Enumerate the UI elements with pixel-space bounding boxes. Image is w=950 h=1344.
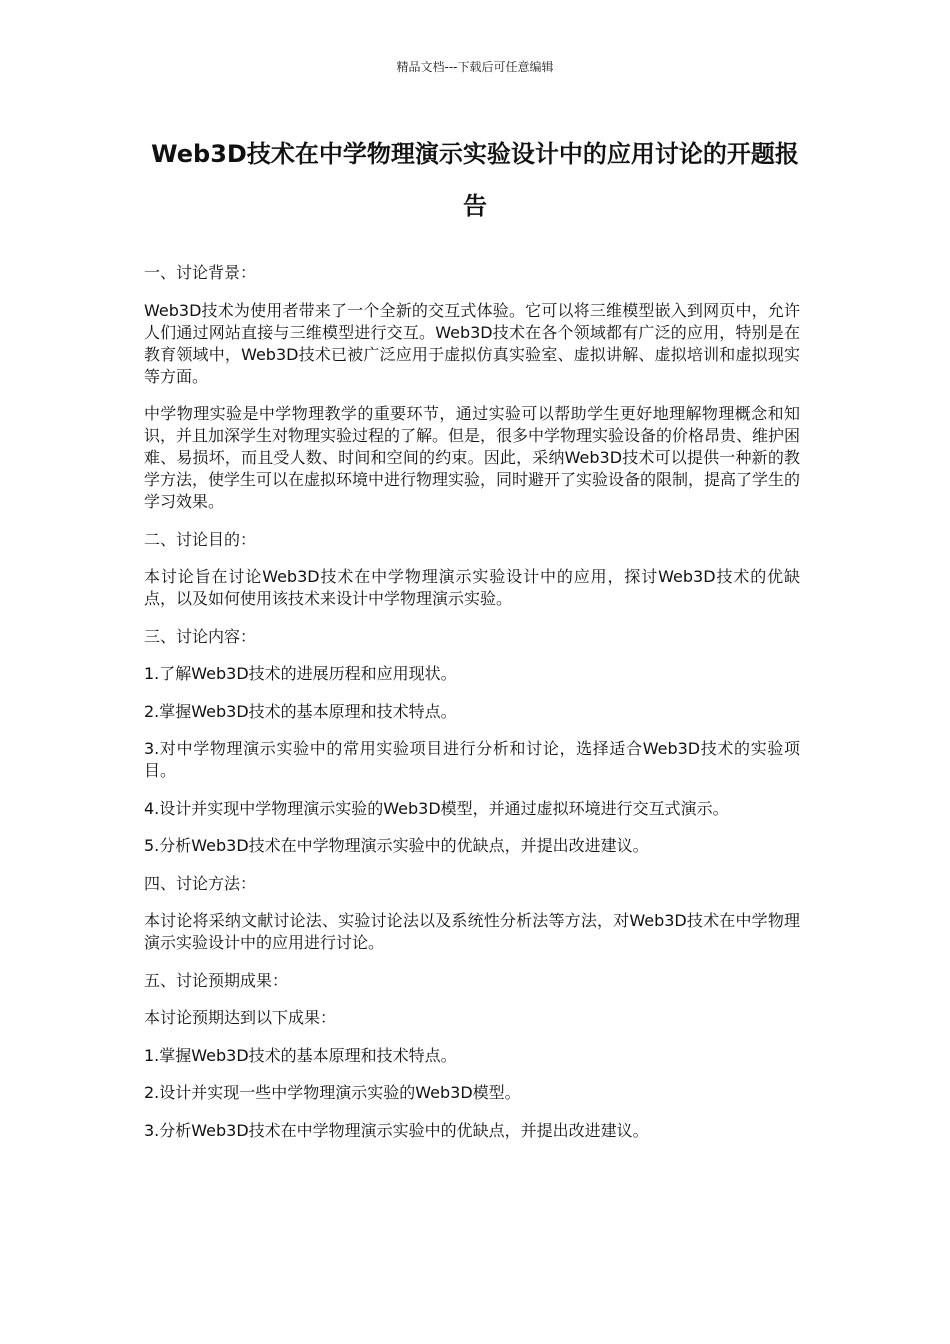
list-item: 1.了解Web3D技术的进展历程和应用现状。 (144, 664, 457, 683)
list-item: 3.对中学物理演示实验中的常用实验项目进行分析和讨论，选择适合Web3D技术的实验项目。 (144, 739, 800, 780)
list-item: 1.掌握Web3D技术的基本原理和技术特点。 (144, 1045, 457, 1065)
document-body (144, 262, 800, 1157)
paragraph: 本讨论预期达到以下成果： (144, 1008, 337, 1027)
section-heading-content: 三、讨论内容： (144, 626, 257, 646)
paragraph: Web3D技术为使用者带来了一个全新的交互式体验。它可以将三维模型嵌入到网页中，允许人们通过网站直接与三维模型进行交互。Web3D技术在各个领域都有广泛的应用，特别是在教育领域中，Web3D技术已被广泛应用于虚拟仿真实验室、虚拟讲解、虚拟培训和虚拟现实等方面。 (144, 300, 800, 386)
document-title: Web3D技术在中学物理演示实验设计中的应用讨论的开题报告 (151, 140, 799, 220)
section-heading-outcomes: 五、讨论预期成果： (144, 970, 289, 990)
list-item: 4.设计并实现中学物理演示实验的Web3D模型，并通过虚拟环境进行交互式演示。 (144, 798, 729, 818)
paragraph: 本讨论将采纳文献讨论法、实验讨论法以及系统性分析法等方法，对Web3D技术在中学物理演示实验设计中的应用进行讨论。 (144, 911, 800, 952)
page-header-note: 精品文档---下载后可任意编辑 (396, 60, 554, 74)
list-item: 3.分析Web3D技术在中学物理演示实验中的优缺点，并提出改进建议。 (144, 1120, 649, 1140)
paragraph: 中学物理实验是中学物理教学的重要环节，通过实验可以帮助学生更好地理解物理概念和知识，并且加深学生对物理实验过程的了解。但是，很多中学物理实验设备的价格昂贵、维护困难、易损坏，而且受人数、时间和空间的约束。因此，采纳Web3D技术可以提供一种新的教学方法，使学生可以在虚拟环境中进行物理实验，同时避开了实验设备的限制，提高了学生的学习效果。 (144, 404, 801, 511)
list-item: 2.设计并实现一些中学物理演示实验的Web3D模型。 (144, 1083, 521, 1102)
section-heading-method: 四、讨论方法： (144, 873, 257, 893)
section-heading-purpose: 二、讨论目的： (144, 529, 257, 549)
list-item: 5.分析Web3D技术在中学物理演示实验中的优缺点，并提出改进建议。 (144, 836, 649, 855)
paragraph: 本讨论旨在讨论Web3D技术在中学物理演示实验设计中的应用，探讨Web3D技术的优缺点，以及如何使用该技术来设计中学物理演示实验。 (144, 567, 800, 608)
list-item: 2.掌握Web3D技术的基本原理和技术特点。 (144, 701, 457, 721)
section-heading-background: 一、讨论背景： (144, 263, 257, 282)
